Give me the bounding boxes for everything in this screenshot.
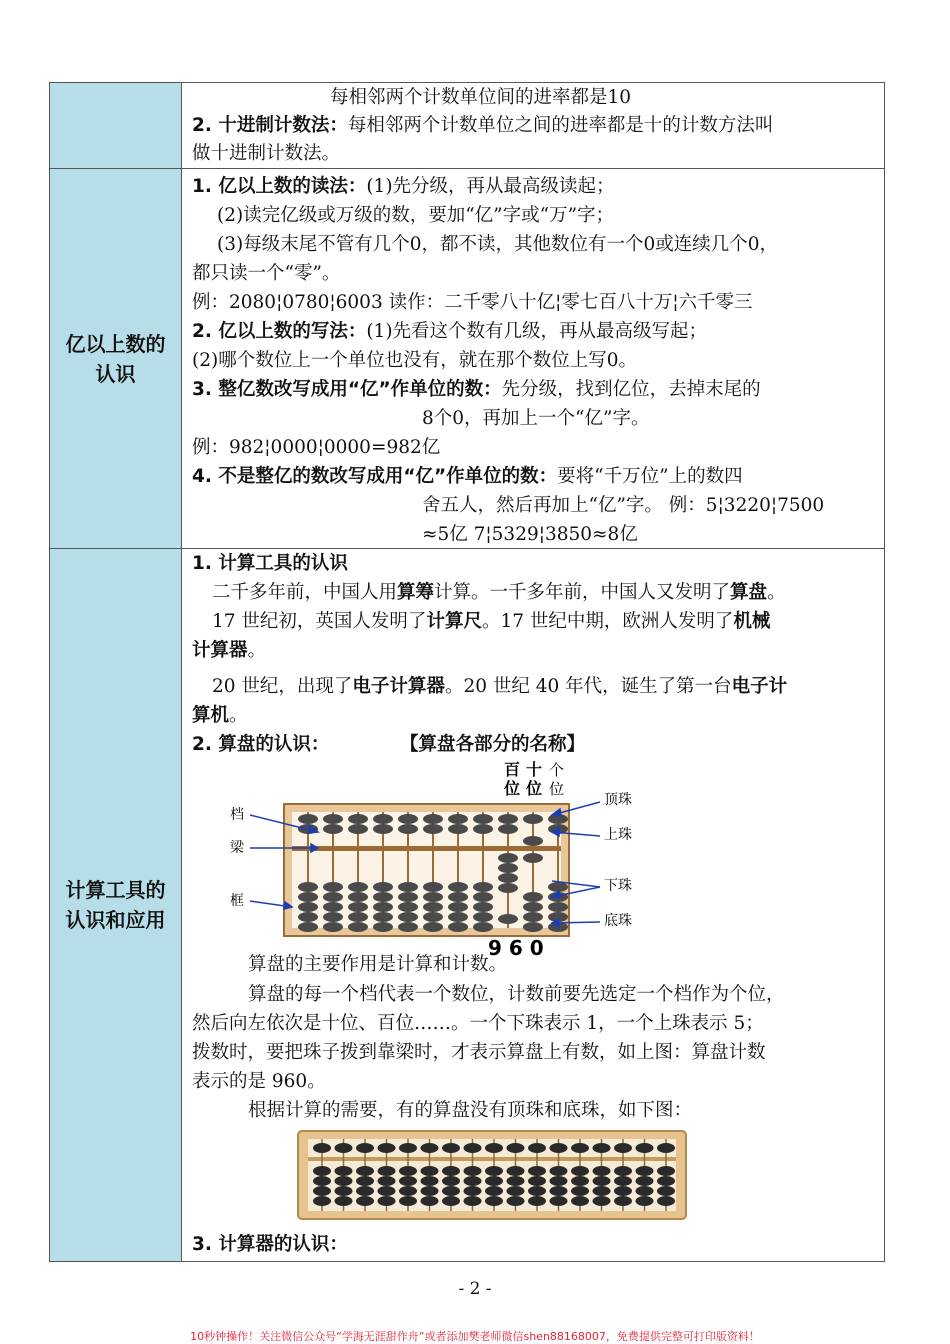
abacus-bead <box>348 922 368 932</box>
abacus-bead <box>523 836 543 846</box>
abacus-bead <box>423 892 443 902</box>
photo-abacus-bead <box>657 1196 675 1206</box>
abacus-bead <box>298 814 318 824</box>
photo-abacus-bead <box>356 1176 374 1186</box>
row2-label-line2: 认识 <box>95 361 136 386</box>
abacus-bead <box>498 914 518 924</box>
abacus-para3: 根据计算的需要，有的算盘没有顶珠和底珠，如下图： <box>248 1100 693 1121</box>
abacus-heading: 2. 算盘的认识： <box>192 734 330 755</box>
label-ones-bottom: 位 <box>549 780 565 798</box>
abacus-bead <box>373 922 393 932</box>
photo-abacus-bead <box>636 1196 654 1206</box>
abacus-bead <box>298 882 318 892</box>
photo-abacus-bead <box>313 1166 331 1176</box>
abacus-bead <box>473 922 493 932</box>
photo-abacus-bead <box>399 1196 417 1206</box>
abacus-bead <box>398 892 418 902</box>
label-hundreds-top: 百 <box>504 760 521 779</box>
photo-abacus-bead <box>571 1196 589 1206</box>
photo-abacus-bead <box>614 1176 632 1186</box>
abacus-bead <box>423 824 443 834</box>
rewrite-approx-cont: 舍五人，然后再加上“亿”字。 例：5¦3220¦7500 <box>422 495 825 516</box>
abacus-bead <box>523 902 543 912</box>
abacus-bead <box>523 892 543 902</box>
photo-abacus-bead <box>636 1143 654 1153</box>
photo-abacus-bead <box>614 1186 632 1196</box>
abacus-bead <box>473 824 493 834</box>
photo-abacus-bead <box>657 1166 675 1176</box>
row1-line3: 做十进制计数法。 <box>192 143 341 164</box>
abacus-bead <box>398 912 418 922</box>
row1-content <box>182 83 884 168</box>
photo-abacus-bead <box>378 1166 396 1176</box>
abacus-para2: 算盘的每一个档代表一个数位，计数前要先选定一个档作为个位， <box>248 984 785 1005</box>
photo-abacus-bead <box>464 1166 482 1176</box>
abacus-bead <box>523 922 543 932</box>
abacus-bead <box>323 922 343 932</box>
abacus-bead <box>423 882 443 892</box>
abacus-bead <box>373 912 393 922</box>
rewrite-whole-example: 例：982¦0000¦0000=982亿 <box>192 437 441 458</box>
label-top-bead: 顶珠 <box>604 792 632 808</box>
photo-abacus-bead <box>636 1176 654 1186</box>
photo-abacus-bead <box>657 1176 675 1186</box>
abacus-bead <box>323 892 343 902</box>
abacus-bead <box>298 892 318 902</box>
tools-para2: 17 世纪初，英国人发明了计算尺。17 世纪中期，欧洲人发明了机械 <box>212 611 771 632</box>
photo-abacus-bead <box>485 1143 503 1153</box>
tools-heading: 1. 计算工具的认识 <box>192 553 348 574</box>
writing-rule-2: (2)哪个数位上一个单位也没有，就在那个数位上写0。 <box>192 350 637 371</box>
abacus-bead <box>348 882 368 892</box>
row1-line2: 2. 十进制计数法：每相邻两个计数单位之间的进率都是十的计数方法叫 <box>192 115 774 136</box>
calculator-heading: 3. 计算器的认识： <box>192 1234 348 1255</box>
photo-abacus-bead <box>335 1143 353 1153</box>
photo-abacus-bead <box>507 1176 525 1186</box>
photo-abacus-bead <box>313 1176 331 1186</box>
photo-abacus-bead <box>421 1166 439 1176</box>
photo-abacus-bead <box>313 1196 331 1206</box>
abacus-bead <box>498 814 518 824</box>
abacus-bead <box>548 882 568 892</box>
row-calc-tools <box>50 549 884 1261</box>
photo-abacus-bead <box>593 1166 611 1176</box>
label-rod: 档 <box>230 807 244 823</box>
abacus-bead <box>348 824 368 834</box>
abacus-bead <box>448 882 468 892</box>
photo-abacus-bead <box>399 1176 417 1186</box>
row3-content <box>182 549 884 1261</box>
photo-abacus-bead <box>485 1166 503 1176</box>
abacus-bead <box>448 824 468 834</box>
tools-para2-cont: 计算器。 <box>192 640 267 661</box>
abacus-bead <box>323 912 343 922</box>
abacus-bead <box>498 883 518 893</box>
abacus-bead <box>523 912 543 922</box>
photo-abacus-bead <box>593 1196 611 1206</box>
photo-abacus-bead <box>571 1186 589 1196</box>
photo-abacus-bead <box>528 1196 546 1206</box>
abacus-bead <box>473 912 493 922</box>
abacus-bead <box>423 922 443 932</box>
abacus-bead <box>523 853 543 863</box>
label-hundreds-bottom: 位 <box>504 779 521 798</box>
photo-abacus-bead <box>485 1176 503 1186</box>
photo-abacus-bead <box>636 1166 654 1176</box>
abacus-bead <box>423 902 443 912</box>
reading-rule-heading: 1. 亿以上数的读法：(1)先分级，再从最高级读起； <box>192 176 615 197</box>
abacus-bead <box>348 912 368 922</box>
photo-abacus-bead <box>378 1186 396 1196</box>
abacus-bead <box>523 814 543 824</box>
row3-label-line2: 认识和应用 <box>65 908 166 932</box>
photo-abacus-bead <box>507 1143 525 1153</box>
photo-abacus-bead <box>378 1143 396 1153</box>
row-large-numbers <box>50 169 884 549</box>
label-bottom-bead: 底珠 <box>604 913 632 929</box>
photo-abacus-bead <box>442 1196 460 1206</box>
abacus-bead <box>373 902 393 912</box>
photo-abacus-bead <box>356 1186 374 1196</box>
photo-abacus-bead <box>571 1176 589 1186</box>
abacus-bead <box>373 882 393 892</box>
abacus-bead <box>373 814 393 824</box>
abacus-para2-cont1: 然后向左依次是十位、百位……。一个下珠表示 1，一个上珠表示 5； <box>192 1013 764 1034</box>
label-upper-bead: 上珠 <box>604 827 632 843</box>
rewrite-whole-cont: 8个0，再加上一个“亿”字。 <box>422 408 650 429</box>
photo-abacus-bead <box>593 1143 611 1153</box>
abacus-beam <box>292 846 561 851</box>
label-beam: 梁 <box>230 840 244 856</box>
photo-abacus-bead <box>421 1176 439 1186</box>
abacus-para2-cont3: 表示的是 960。 <box>192 1071 326 1092</box>
abacus-bead <box>448 902 468 912</box>
abacus-bead <box>348 902 368 912</box>
photo-abacus-bead <box>442 1143 460 1153</box>
abacus-para2-cont2: 拨数时，要把珠子拨到靠梁时，才表示算盘上有数，如上图：算盘计数 <box>192 1042 766 1063</box>
reading-rule-3: (3)每级末尾不管有几个0，都不读，其他数位有一个0或连续几个0， <box>217 234 779 255</box>
photo-abacus-bead <box>657 1143 675 1153</box>
photo-abacus-bead <box>335 1166 353 1176</box>
abacus-bead <box>423 912 443 922</box>
abacus-bead <box>498 863 518 873</box>
abacus-bead <box>448 912 468 922</box>
photo-abacus-bead <box>356 1143 374 1153</box>
abacus-bead <box>473 902 493 912</box>
photo-abacus-bead <box>399 1143 417 1153</box>
photo-abacus-bead <box>507 1186 525 1196</box>
photo-abacus-bead <box>421 1186 439 1196</box>
reading-example: 例：2080¦0780¦6003 读作：二千零八十亿¦零七百八十万¦六千零三 <box>192 292 753 313</box>
label-tens-bottom: 位 <box>526 779 543 798</box>
photo-abacus-bead <box>464 1143 482 1153</box>
reading-rule-2: (2)读完亿级或万级的数，要加“亿”字或“万”字； <box>217 205 615 226</box>
photo-abacus-bead <box>485 1186 503 1196</box>
content-table <box>49 82 885 1262</box>
photo-abacus-bead <box>528 1186 546 1196</box>
photo-abacus-bead <box>593 1186 611 1196</box>
footer-note: 10秒钟操作！关注微信公众号“学海无涯甜作舟”或者添加樊老师微信shen88168007，免费提供完整可打印版资料！ <box>190 1330 760 1343</box>
abacus-bead <box>448 814 468 824</box>
label-frame: 框 <box>230 893 244 909</box>
photo-abacus-bead <box>507 1196 525 1206</box>
photo-abacus-bead <box>507 1166 525 1176</box>
abacus-bead <box>298 922 318 932</box>
row2-label-line1: 亿以上数的 <box>65 331 166 356</box>
abacus-bead <box>398 882 418 892</box>
abacus-para1: 算盘的主要作用是计算和计数。 <box>248 954 508 975</box>
photo-abacus-bead <box>356 1196 374 1206</box>
row-decimal-system <box>50 83 884 169</box>
photo-abacus-bead <box>571 1166 589 1176</box>
abacus-bead <box>398 922 418 932</box>
abacus-bead <box>398 902 418 912</box>
photo-abacus-bead <box>528 1166 546 1176</box>
abacus-bead <box>323 882 343 892</box>
photo-abacus-bead <box>421 1143 439 1153</box>
writing-rule-heading: 2. 亿以上数的写法：(1)先看这个数有几级，再从最高级写起； <box>192 321 708 342</box>
abacus-bead <box>473 882 493 892</box>
rewrite-whole-heading: 3. 整亿数改写成用“亿”作单位的数：先分级，找到亿位，去掉末尾的 <box>192 379 761 400</box>
photo-abacus-bead <box>399 1166 417 1176</box>
photo-abacus-bead <box>399 1186 417 1196</box>
photo-abacus-bead <box>356 1166 374 1176</box>
abacus-photo <box>296 1129 688 1221</box>
photo-abacus-bead <box>614 1196 632 1206</box>
photo-abacus-bead <box>442 1176 460 1186</box>
photo-abacus-bead <box>378 1176 396 1186</box>
photo-abacus-bead <box>464 1186 482 1196</box>
rewrite-approx-heading: 4. 不是整亿的数改写成用“亿”作单位的数：要将“千万位”上的数四 <box>192 466 743 487</box>
row2-label <box>50 169 182 548</box>
photo-abacus-bead <box>464 1176 482 1186</box>
photo-abacus-bead <box>550 1166 568 1176</box>
photo-abacus-bead <box>571 1143 589 1153</box>
rewrite-approx-example: ≈5亿 7¦5329¦3850≈8亿 <box>422 524 638 545</box>
photo-abacus-bead <box>657 1186 675 1196</box>
photo-abacus-bead <box>550 1143 568 1153</box>
row3-label <box>50 549 182 1261</box>
photo-abacus-bead <box>464 1196 482 1206</box>
abacus-bead <box>398 824 418 834</box>
photo-abacus-bead <box>335 1186 353 1196</box>
reading-rule-3-cont: 都只读一个“零”。 <box>192 263 341 284</box>
tools-para1: 二千多年前，中国人用算筹计算。一千多年前，中国人又发明了算盘。 <box>212 582 786 603</box>
abacus-caption: 【算盘各部分的名称】 <box>400 734 586 755</box>
abacus-bead <box>323 814 343 824</box>
tools-para3-cont: 算机。 <box>192 705 248 726</box>
photo-abacus-bead <box>550 1196 568 1206</box>
tools-para3: 20 世纪，出现了电子计算器。20 世纪 40 年代，诞生了第一台电子计 <box>212 676 788 697</box>
abacus-bead <box>373 892 393 902</box>
photo-abacus-bead <box>528 1143 546 1153</box>
abacus-bead <box>498 824 518 834</box>
photo-abacus-bead <box>421 1196 439 1206</box>
abacus-bead <box>323 824 343 834</box>
abacus-bead <box>548 902 568 912</box>
abacus-diagram <box>212 757 652 957</box>
abacus-bead <box>298 912 318 922</box>
abacus-bead <box>473 814 493 824</box>
row2-content <box>182 169 884 548</box>
photo-abacus-bead <box>485 1196 503 1206</box>
row1-line1: 每相邻两个计数单位间的进率都是10 <box>330 87 632 108</box>
photo-abacus-bead <box>313 1143 331 1153</box>
abacus-bead <box>498 853 518 863</box>
abacus-bead <box>473 892 493 902</box>
abacus-bead <box>448 892 468 902</box>
abacus-bead <box>348 892 368 902</box>
row3-label-line1: 计算工具的 <box>65 878 166 902</box>
row1-label <box>50 83 182 168</box>
abacus-bead <box>298 902 318 912</box>
photo-abacus-bead <box>442 1186 460 1196</box>
photo-abacus-bead <box>378 1196 396 1206</box>
photo-abacus-bead <box>442 1166 460 1176</box>
label-lower-bead: 下珠 <box>604 878 632 894</box>
photo-abacus-bead <box>614 1143 632 1153</box>
abacus-value: 9 6 0 <box>488 936 544 957</box>
photo-abacus-bead <box>528 1176 546 1186</box>
abacus-bead <box>448 922 468 932</box>
photo-abacus-bead <box>335 1176 353 1186</box>
label-ones-top: 个 <box>549 761 565 779</box>
label-tens-top: 十 <box>526 760 543 779</box>
abacus-bead <box>423 814 443 824</box>
photo-abacus-bead <box>550 1176 568 1186</box>
abacus-bead <box>498 873 518 883</box>
abacus-bead <box>348 814 368 824</box>
abacus-bead <box>323 902 343 912</box>
abacus-bead <box>373 824 393 834</box>
photo-abacus-bead <box>335 1196 353 1206</box>
photo-abacus-bead <box>313 1186 331 1196</box>
photo-abacus-bead <box>636 1186 654 1196</box>
photo-abacus-bead <box>593 1176 611 1186</box>
abacus-bead <box>398 814 418 824</box>
page-number: - 2 - <box>458 1279 492 1299</box>
photo-abacus-bead <box>614 1166 632 1176</box>
photo-abacus-bead <box>550 1186 568 1196</box>
